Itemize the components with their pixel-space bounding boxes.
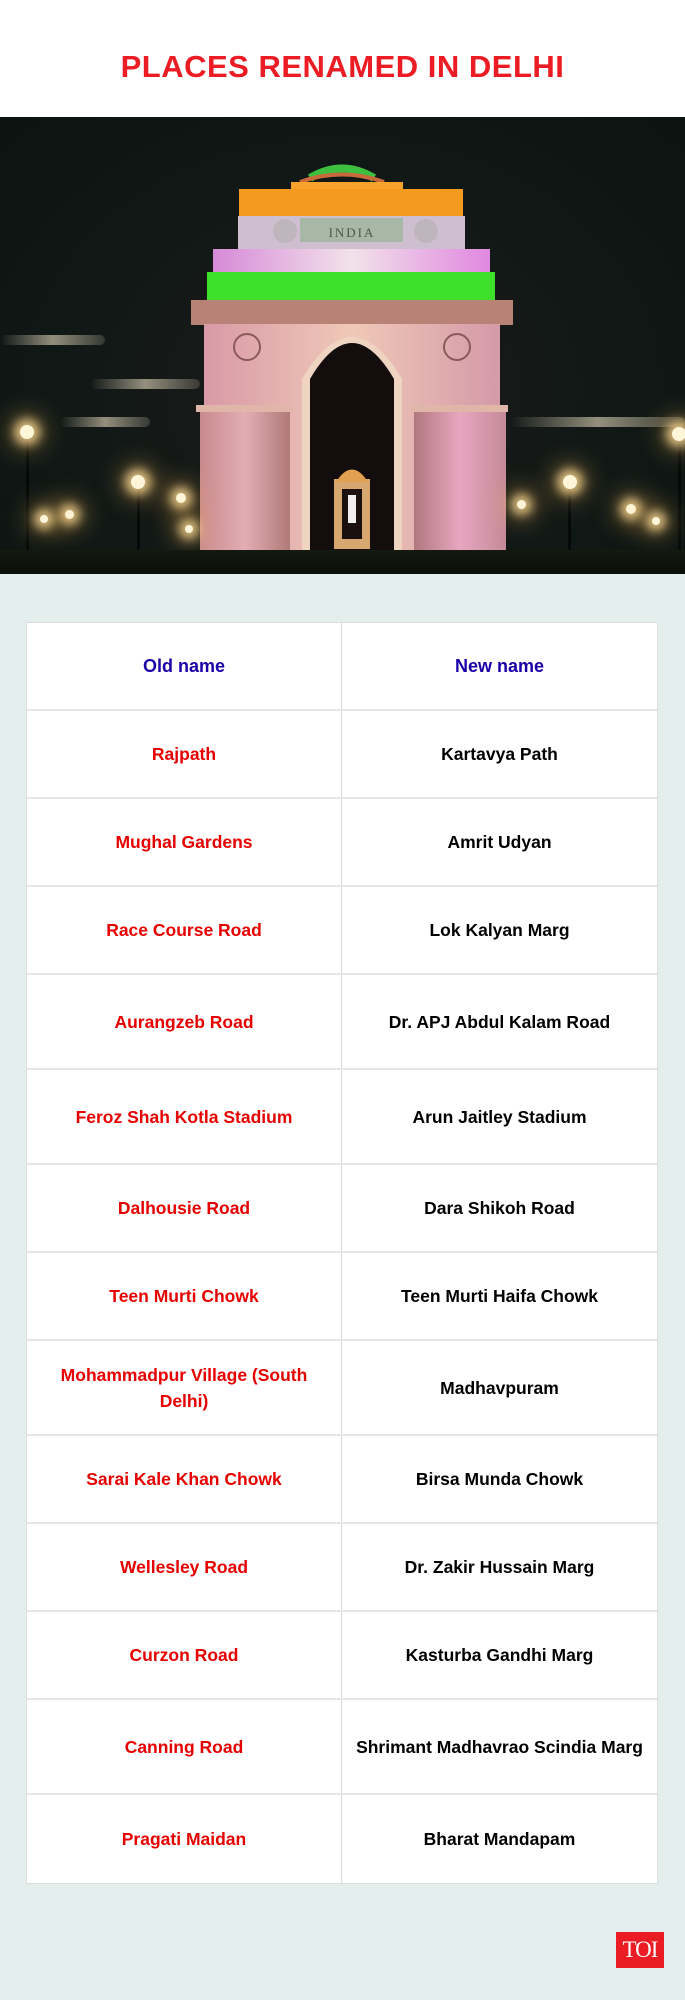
page-title: PLACES RENAMED IN DELHI — [120, 48, 565, 84]
table-row — [27, 1341, 657, 1436]
table-row — [27, 1700, 657, 1795]
old-name-cell: Mohammadpur Village (South Delhi) — [27, 1341, 342, 1434]
street-lamp-light — [131, 475, 145, 489]
india-inscription: INDIA — [328, 225, 376, 240]
table-header-row — [27, 623, 657, 711]
street-lamp-light — [672, 427, 685, 441]
old-name-cell: Feroz Shah Kotla Stadium — [27, 1070, 342, 1163]
foliage-ground — [0, 550, 685, 574]
new-name-cell: Lok Kalyan Marg — [429, 920, 570, 940]
new-name-cell: Dr. APJ Abdul Kalam Road — [388, 1011, 611, 1032]
new-name-cell: Birsa Munda Chowk — [415, 1469, 584, 1489]
light-streak — [90, 379, 200, 389]
old-name-cell: Curzon Road — [27, 1612, 342, 1698]
street-lamp-light — [40, 515, 48, 523]
street-lamp-light — [65, 510, 74, 519]
light-streak — [510, 417, 685, 427]
renamed-places-table — [26, 622, 658, 1884]
title-banner — [0, 0, 685, 117]
column-header-new-name: New name — [454, 656, 545, 676]
table-row — [27, 1795, 657, 1883]
street-lamp-light — [517, 500, 526, 509]
new-name-cell: Arun Jaitley Stadium — [412, 1106, 587, 1127]
table-row — [27, 1612, 657, 1700]
old-name-cell: Race Course Road — [27, 887, 342, 973]
india-gate-illustration — [0, 117, 685, 574]
old-name-cell: Pragati Maidan — [27, 1795, 342, 1883]
toi-logo: TOI — [616, 1932, 664, 1968]
new-name-cell: Bharat Mandapam — [423, 1829, 576, 1849]
new-name-cell: Amrit Udyan — [447, 832, 552, 852]
old-name-cell: Dalhousie Road — [27, 1165, 342, 1251]
old-name-cell: Aurangzeb Road — [27, 975, 342, 1068]
table-row — [27, 1165, 657, 1253]
old-name-cell: Wellesley Road — [27, 1524, 342, 1610]
old-name-cell: Canning Road — [27, 1700, 342, 1793]
column-header-old-name: Old name — [27, 623, 342, 709]
old-name-cell: Rajpath — [27, 711, 342, 797]
india-gate-photo — [0, 117, 685, 574]
table-row — [27, 1436, 657, 1524]
old-name-cell: Sarai Kale Khan Chowk — [27, 1436, 342, 1522]
light-streak — [0, 335, 105, 345]
old-name-cell: Teen Murti Chowk — [27, 1253, 342, 1339]
table-row — [27, 1253, 657, 1341]
street-lamp-light — [652, 517, 660, 525]
new-name-cell: Kartavya Path — [441, 744, 558, 764]
new-name-cell: Dr. Zakir Hussain Marg — [404, 1557, 595, 1577]
new-name-cell: Kasturba Gandhi Marg — [405, 1645, 594, 1665]
table-row — [27, 1524, 657, 1612]
street-lamp-light — [563, 475, 577, 489]
table-row — [27, 711, 657, 799]
new-name-cell: Shrimant Madhavrao Scindia Marg — [356, 1736, 643, 1757]
table-row — [27, 975, 657, 1070]
street-lamp-light — [176, 493, 186, 503]
table-row — [27, 1070, 657, 1165]
street-lamp-light — [626, 504, 636, 514]
light-streak — [60, 417, 150, 427]
table-row — [27, 887, 657, 975]
old-name-cell: Mughal Gardens — [27, 799, 342, 885]
table-row — [27, 799, 657, 887]
new-name-cell: Madhavpuram — [440, 1377, 559, 1398]
street-lamp-light — [185, 525, 193, 533]
new-name-cell: Teen Murti Haifa Chowk — [400, 1286, 599, 1306]
new-name-cell: Dara Shikoh Road — [424, 1198, 575, 1218]
street-lamp-light — [20, 425, 34, 439]
